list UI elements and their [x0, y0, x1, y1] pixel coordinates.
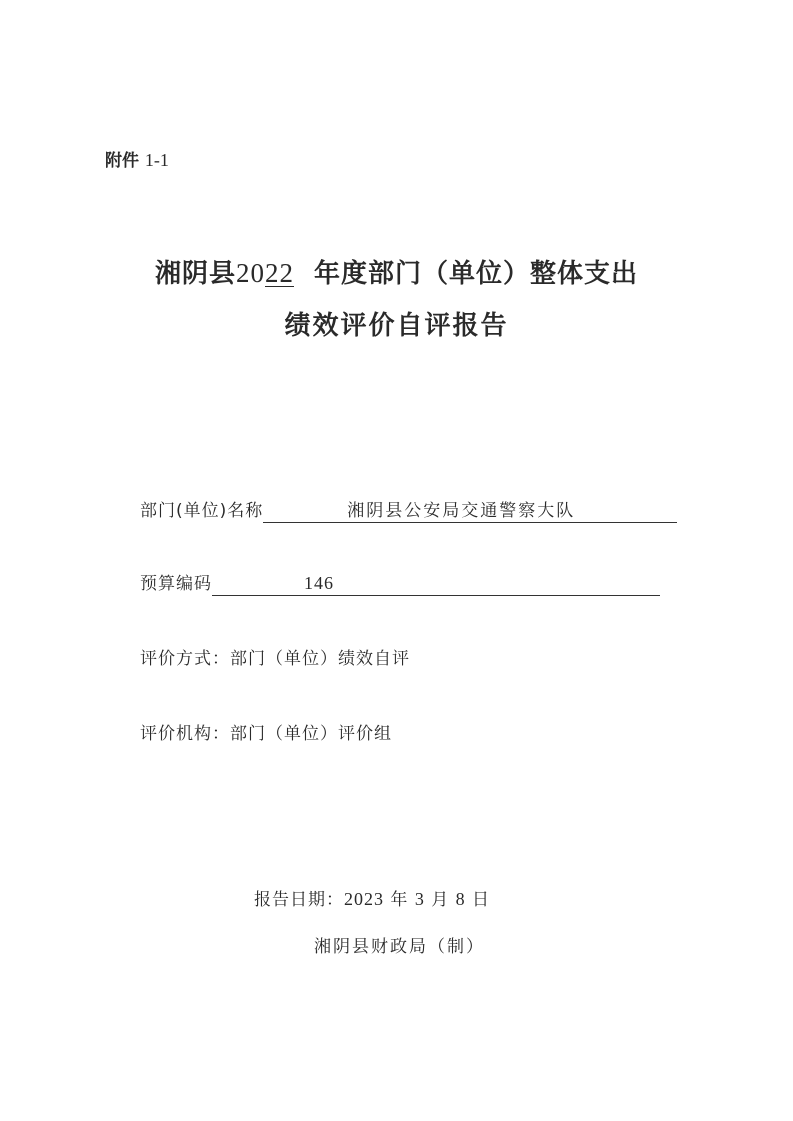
attachment-number: 1-1	[144, 150, 169, 170]
report-date-day: 8	[455, 889, 466, 909]
maker-label: 湘阴县财政局（制）	[314, 937, 485, 957]
budget-code-value: 146	[304, 573, 334, 593]
evaluation-method: 评价方式：部门（单位）绩效自评	[140, 649, 410, 669]
report-date-label: 报告日期：	[254, 890, 344, 910]
report-date-year-unit: 年	[390, 890, 409, 910]
budget-code-field	[140, 569, 660, 596]
report-title-line2: 绩效评价自评报告	[284, 311, 509, 341]
dept-name-label: 部门(单位)名称	[140, 501, 264, 521]
dept-name-underline	[263, 500, 677, 523]
report-date-month: 3	[414, 889, 425, 909]
report-date-year: 2023	[344, 889, 384, 909]
evaluation-agency: 评价机构：部门（单位）评价组	[140, 724, 392, 744]
report-date	[254, 885, 490, 910]
title-year-filled: 22	[265, 258, 294, 288]
title-year-fixed: 20	[236, 258, 265, 288]
budget-code-label: 预算编码	[140, 574, 212, 594]
attachment-text: 附件	[105, 151, 139, 171]
budget-code-underline	[212, 572, 660, 596]
attachment-label	[105, 146, 169, 171]
dept-name-field	[140, 496, 677, 523]
report-date-day-unit: 日	[472, 890, 491, 910]
title-prefix: 湘阴县	[154, 259, 236, 289]
title-suffix: 年度部门（单位）整体支出	[314, 259, 639, 289]
report-date-month-unit: 月	[431, 890, 450, 910]
dept-name-value: 湘阴县公安局交通警察大队	[347, 501, 576, 521]
report-title-line1	[0, 253, 793, 290]
